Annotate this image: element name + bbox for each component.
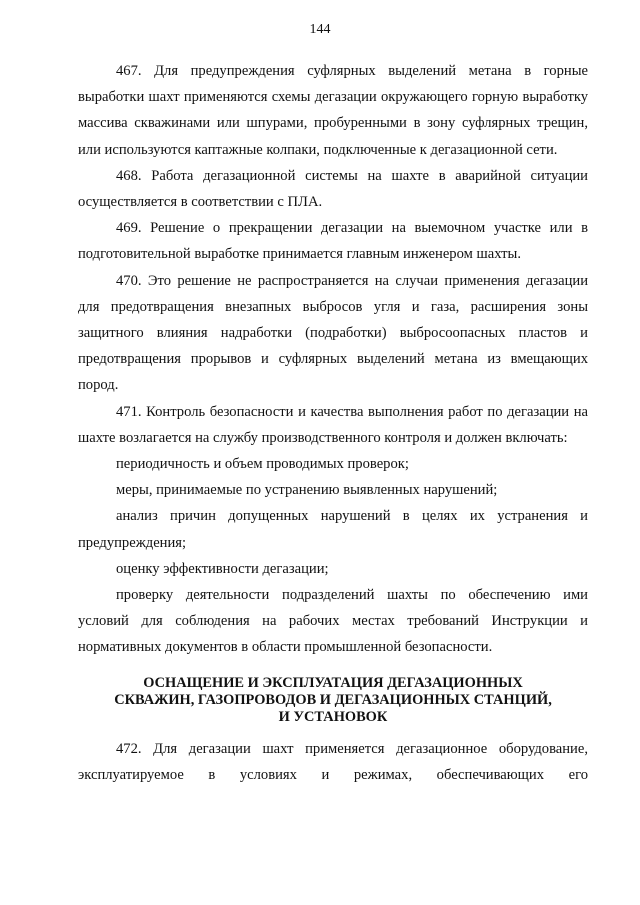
paragraph-471: 471. Контроль безопасности и качества выполнения работ по дегазации на шахте возлагается на службу производственного контроля и должен включать: (78, 403, 588, 446)
list-item-checks: периодичность и объем проводимых проверок; (116, 456, 409, 473)
list-item-measures: меры, принимаемые по устранению выявленных нарушений; (116, 482, 498, 499)
paragraph-469: 469. Решение о прекращении дегазации на выемочном участке или в подготовительной выработке принимается главным инженером шахты. (78, 220, 588, 263)
list-item-analysis: анализ причин допущенных нарушений в целях их устранения и предупреждения; (78, 508, 588, 551)
paragraph-472: 472. Для дегазации шахт применяется дегазационное оборудование, эксплуатируемое в условиях и режимах, обеспечивающих его (78, 740, 588, 783)
paragraph-468: 468. Работа дегазационной системы на шахте в аварийной ситуации осуществляется в соответствии с ПЛА. (78, 167, 588, 211)
list-item-verification: проверку деятельности подразделений шахты по обеспечению ими условий для соблюдения на рабочих местах требований Инструкции и нормативных документов в области промышленной безопасности. (78, 587, 588, 656)
paragraph-470: 470. Это решение не распространяется на случаи применения дегазации для предотвращения внезапных выбросов угля и газа, расширения зоны защитного влияния надработки (подработки) выбросоопасных пластов и предотвращения прорывов и суфлярных выделений метана из вмещающих пород. (78, 272, 588, 394)
document-body (78, 58, 588, 788)
paragraph-467: 467. Для предупреждения суфлярных выделений метана в горные выработки шахт применяются схемы дегазации окружающего горную выработку массива скважинами или шпурами, пробуренными в зону суфлярных трещин, или используются каптажные колпаки, подключенные к дегазационной сети. (78, 63, 588, 158)
section-heading: ОСНАЩЕНИЕ И ЭКСПЛУАТАЦИЯ ДЕГАЗАЦИОННЫХ СКВАЖИН, ГАЗОПРОВОДОВ И ДЕГАЗАЦИОННЫХ СТАНЦИЙ, И УСТАНОВОК (114, 674, 552, 725)
page-number: 144 (309, 22, 331, 37)
list-item-efficiency: оценку эффективности дегазации; (116, 560, 329, 577)
